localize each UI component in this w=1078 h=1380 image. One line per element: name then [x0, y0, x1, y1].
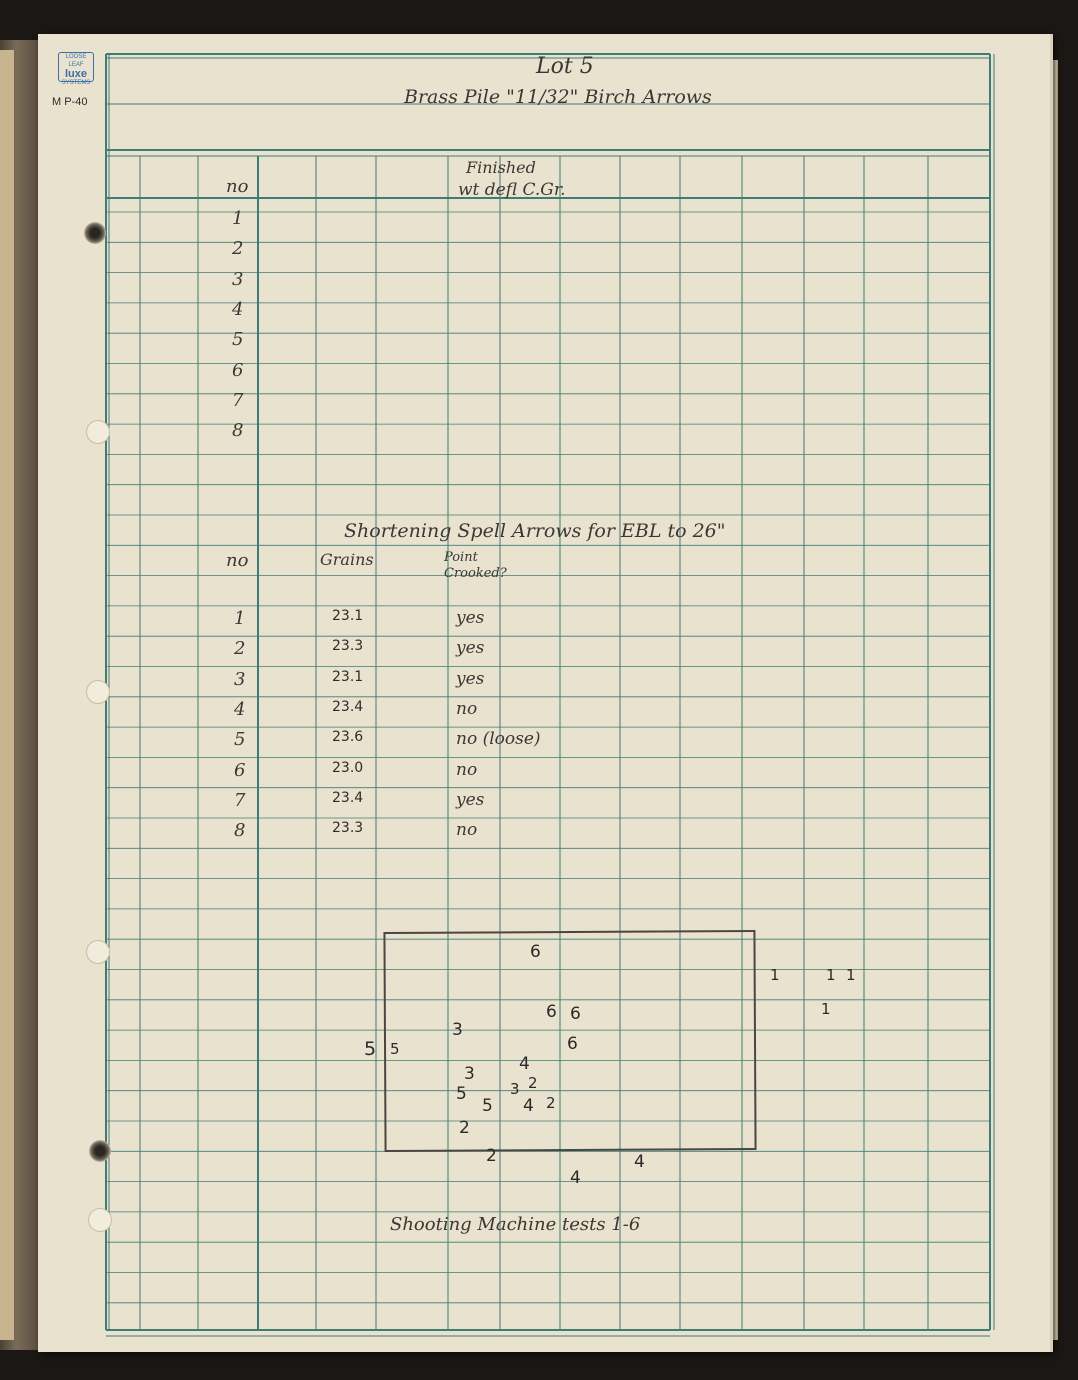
table2-col-no: no	[226, 550, 249, 571]
table2-row-crooked: no	[456, 698, 478, 719]
table2-title: Shortening Spell Arrows for EBL to 26"	[344, 520, 726, 542]
target-hit: 1	[770, 966, 780, 984]
table2-row-number: 7	[234, 789, 246, 811]
brand-logo: LOOSE LEAF luxe SYSTEMS	[58, 52, 94, 82]
table2-col-grains: Grains	[320, 550, 374, 569]
table1-row-number: 5	[232, 329, 244, 351]
target-hit: 4	[519, 1054, 530, 1074]
target-hit: 6	[530, 942, 541, 962]
table2-row-crooked: yes	[456, 638, 485, 659]
table2-col-point-line2: Crooked?	[444, 566, 507, 581]
target-hit: 1	[846, 966, 856, 984]
table2-row-crooked: yes	[456, 668, 485, 689]
target-hit: 5	[482, 1096, 493, 1116]
target-hit: 2	[528, 1074, 538, 1092]
target-hit: 6	[567, 1034, 578, 1054]
table1-row-number: 7	[232, 389, 244, 411]
table2-row-number: 3	[234, 668, 246, 690]
page-title: Lot 5	[536, 54, 594, 79]
binder-hole	[86, 680, 110, 704]
table1-row-number: 4	[232, 298, 244, 320]
target-hit: 5	[456, 1084, 467, 1104]
table2-row-number: 5	[234, 729, 246, 751]
target-hit: 3	[464, 1064, 475, 1084]
page-subtitle: Brass Pile "11/32" Birch Arrows	[404, 86, 712, 108]
binder-hole	[86, 420, 110, 444]
table2-row-number: 4	[234, 698, 246, 720]
target-hit: 4	[523, 1096, 534, 1116]
target-hit: 6	[546, 1002, 557, 1022]
table1-row-number: 6	[232, 359, 244, 381]
target-hit: 2	[486, 1146, 497, 1166]
table2-row-number: 6	[234, 759, 246, 781]
target-caption: Shooting Machine tests 1-6	[390, 1214, 641, 1235]
table1-row-number: 2	[232, 238, 244, 260]
table2-row-number: 1	[234, 608, 246, 629]
table2-row-grains: 23.4	[332, 698, 364, 715]
table2-row-grains: 23.3	[332, 820, 364, 837]
table2-row-crooked: no	[456, 820, 478, 841]
table1-col-header-line1: Finished	[466, 158, 536, 177]
table2-col-point-line1: Point	[444, 550, 478, 565]
target-hit: 2	[546, 1094, 556, 1112]
target-hit: 4	[634, 1152, 645, 1172]
punched-hole-top	[84, 222, 106, 244]
table1-row-number: 3	[232, 268, 244, 290]
table2-row-grains: 23.1	[332, 668, 364, 685]
target-hit: 5	[364, 1038, 377, 1060]
punched-hole-bottom	[89, 1140, 111, 1162]
table1-col-header-line2: wt defl C.Gr.	[458, 180, 566, 200]
target-hit: 2	[459, 1118, 470, 1138]
table2-row-number: 8	[234, 820, 246, 842]
table2-row-grains: 23.3	[332, 638, 364, 655]
form-code: M P-40	[52, 96, 88, 108]
target-hit: 1	[821, 1000, 831, 1018]
table2-row-crooked: no (loose)	[456, 729, 541, 750]
table2-row-crooked: yes	[456, 608, 485, 628]
target-hit: 6	[570, 1004, 581, 1024]
target-hit: 4	[570, 1168, 581, 1188]
table2-row-grains: 23.6	[332, 729, 364, 746]
table2-row-crooked: yes	[456, 789, 485, 810]
table2-row-number: 2	[234, 638, 246, 660]
table1-row-number: 8	[232, 420, 244, 442]
target-hit: 1	[826, 966, 836, 984]
binder-hole	[88, 1208, 112, 1232]
table1-row-number: 1	[232, 208, 244, 229]
target-hit: 3	[452, 1020, 463, 1040]
table2-row-grains: 23.0	[332, 759, 364, 776]
table2-row-grains: 23.4	[332, 789, 364, 806]
table2-row-crooked: no	[456, 759, 478, 780]
binder-hole	[86, 940, 110, 964]
table2-row-grains: 23.1	[332, 608, 364, 624]
table1-col-no: no	[226, 176, 249, 197]
target-hit: 5	[390, 1040, 400, 1058]
target-hit: 3	[510, 1080, 520, 1098]
